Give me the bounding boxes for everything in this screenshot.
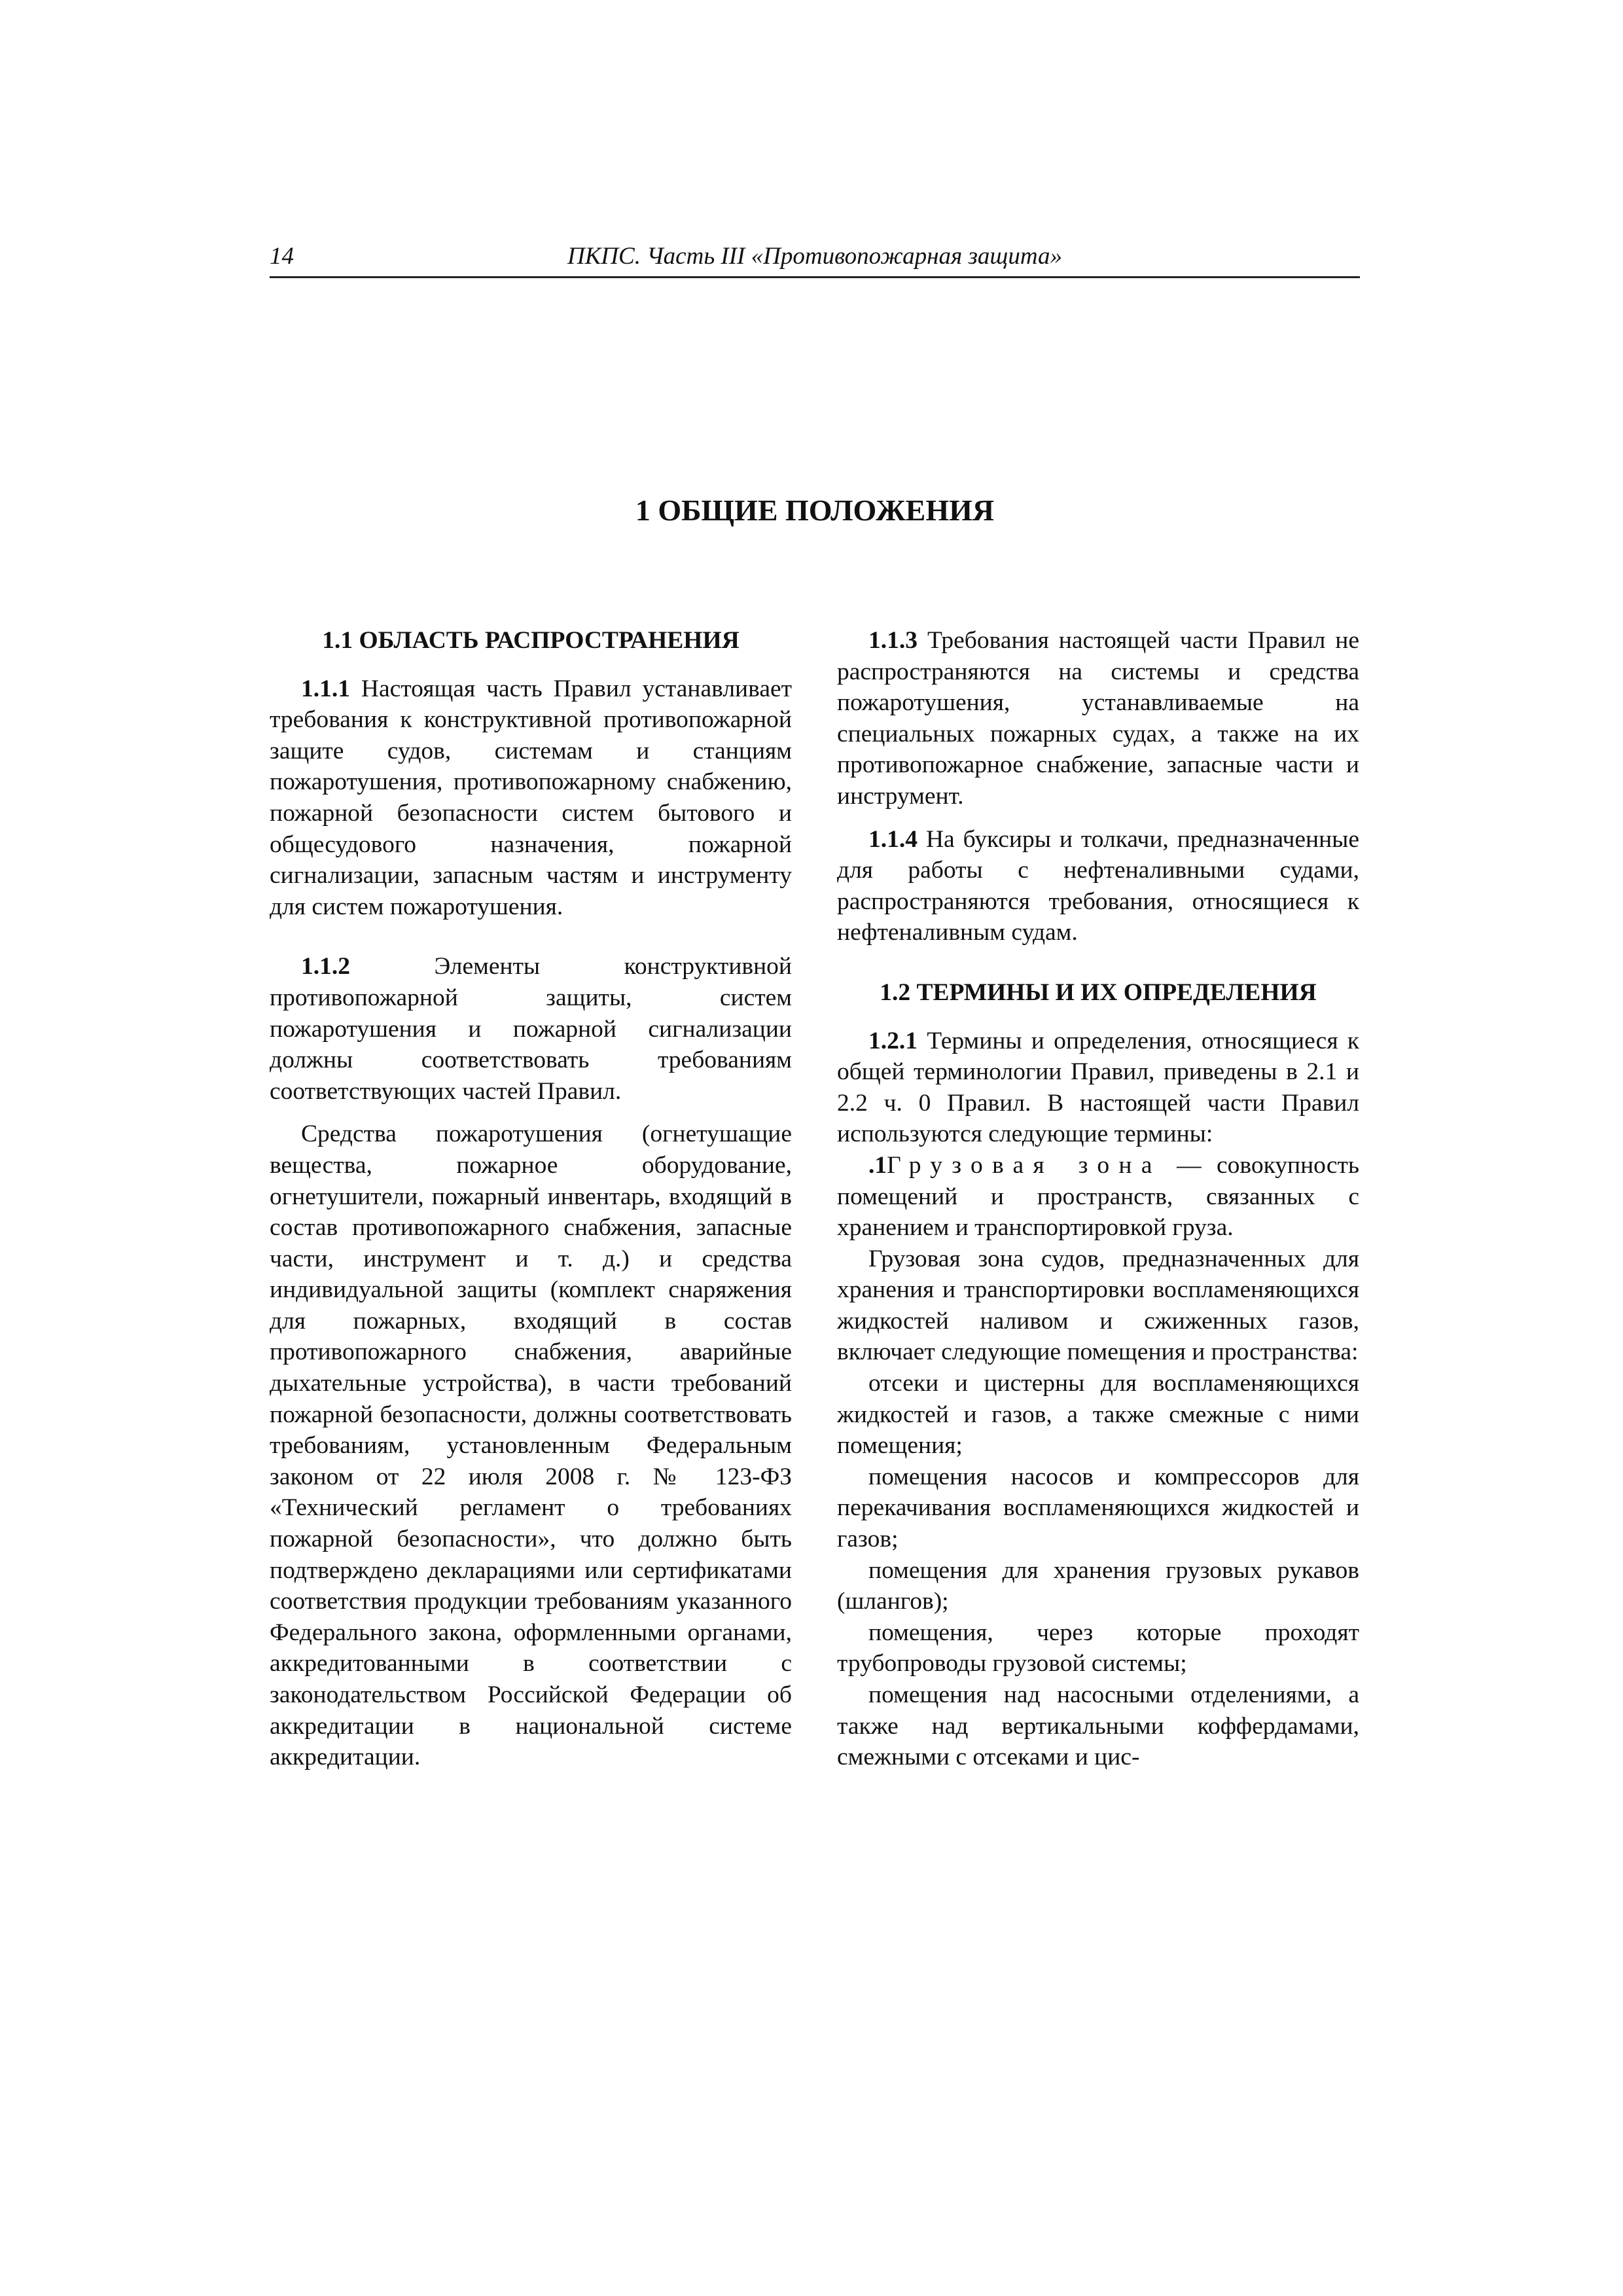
running-header [270,242,1360,278]
chapter-title: 1 ОБЩИЕ ПОЛОЖЕНИЯ [635,493,995,527]
paragraph-1-2-1 [837,1026,1359,1150]
section-heading-terms: 1.2 ТЕРМИНЫ И ИХ ОПРЕДЕЛЕНИЯ [880,978,1317,1006]
running-title: ПКПС. Часть III «Противопожарная защита» [567,243,1062,270]
paragraph-text: На буксиры и толкачи, предназначенные для работы с нефтеналивными судами, распространяются требования, относящиеся к нефтеналивным судам. [837,825,1360,946]
clause-number: 1.2.1 [868,1027,918,1054]
paragraph-1-1-3 [837,625,1359,812]
term-number: .1 [868,1151,887,1179]
paragraph-1-1-2 [270,951,792,1107]
paragraph-cargo-zone: Грузовая зона судов, предназначенных для хранения и транспортировки воспламеняющихся жидкостей наливом и сжиженных газов, включает следующие помещения и пространства: [837,1245,1359,1366]
list-item: помещения насосов и компрессоров для перекачивания воспламеняющихся жидкостей и газов; [837,1463,1359,1553]
list-item: помещения, через которые проходят трубопроводы грузовой системы; [837,1619,1359,1677]
term-definition-text: — совокупность помещений и пространств, связанных с хранением и транспортировкой груза. [837,1151,1359,1242]
clause-number: 1.1.1 [301,675,350,702]
term-definition [837,1150,1359,1244]
paragraph-1-1-4 [837,824,1359,948]
list-item: отсеки и цистерны для воспламеняющихся жидкостей и газов, а также смежные с ними помещения; [837,1370,1359,1460]
paragraph-fire-means: Средства пожаротушения (огнетушащие вещества, пожарное оборудование, огнетушители, пожарный инвентарь, входящий в состав противопожарного снабжения, запасные части, инструмент и т. д.) и средства индивидуальной защиты (комплект снаряжения для пожарных, входящий в состав противопожарного снабжения, аварийные дыхательные устройства), в части требований пожарной безопасности, должны соответствовать требованиям, установленным Федеральным законом от 22 июля 2008 г. № 123-ФЗ «Технический регламент о требованиях пожарной безопасности», что должно быть подтверждено декларациями или сертификатами соответствия продукции требованиям указанного Федерального закона, оформленными органами, аккредитованными в соответствии с законодательством Российской Федерации об аккредитации в национальной системе аккредитации. [270,1121,792,1771]
page-number: 14 [270,243,294,270]
right-column [837,625,1359,1773]
paragraph-text: Термины и определения, относящиеся к общей терминологии Правил, приведены в 2.1 и 2.2 ч. 0 Правил. В настоящей части Правил используются следующие термины: [837,1027,1359,1148]
clause-number: 1.1.2 [301,953,350,980]
paragraph-text: Настоящая часть Правил устанавливает требования к конструктивной противопожарной защите судов, системам и станциям пожаротушения, противопожарному снабжению, пожарной безопасности систем бытового и общесудового назначения, пожарной сигнализации, запасным частям и инструменту для систем пожаротушения. [270,675,792,920]
clause-number: 1.1.4 [868,825,918,853]
paragraph-1-1-1 [270,673,792,923]
section-heading-scope: 1.1 ОБЛАСТЬ РАСПРОСТРАНЕНИЯ [322,627,740,654]
list-item: помещения для хранения грузовых рукавов (шлангов); [837,1556,1359,1615]
left-column [270,625,792,1785]
paragraph-text: Элементы конструктивной противопожарной защиты, систем пожаротушения и пожарной сигнализации должны соответствовать требованиям соответствующих частей Правил. [270,953,792,1105]
clause-number: 1.1.3 [868,627,918,654]
paragraph-text: Требования настоящей части Правил не распространяются на системы и средства пожаротушения, устанавливаемые на специальных пожарных судах, а также на их противопожарное снабжение, запасные части и инструмент. [837,627,1359,810]
term-name: Грузовая зона [887,1151,1162,1179]
list-item: помещения над насосными отделениями, а также над вертикальными коффердамами, смежными с отсеками и цис- [837,1681,1359,1771]
